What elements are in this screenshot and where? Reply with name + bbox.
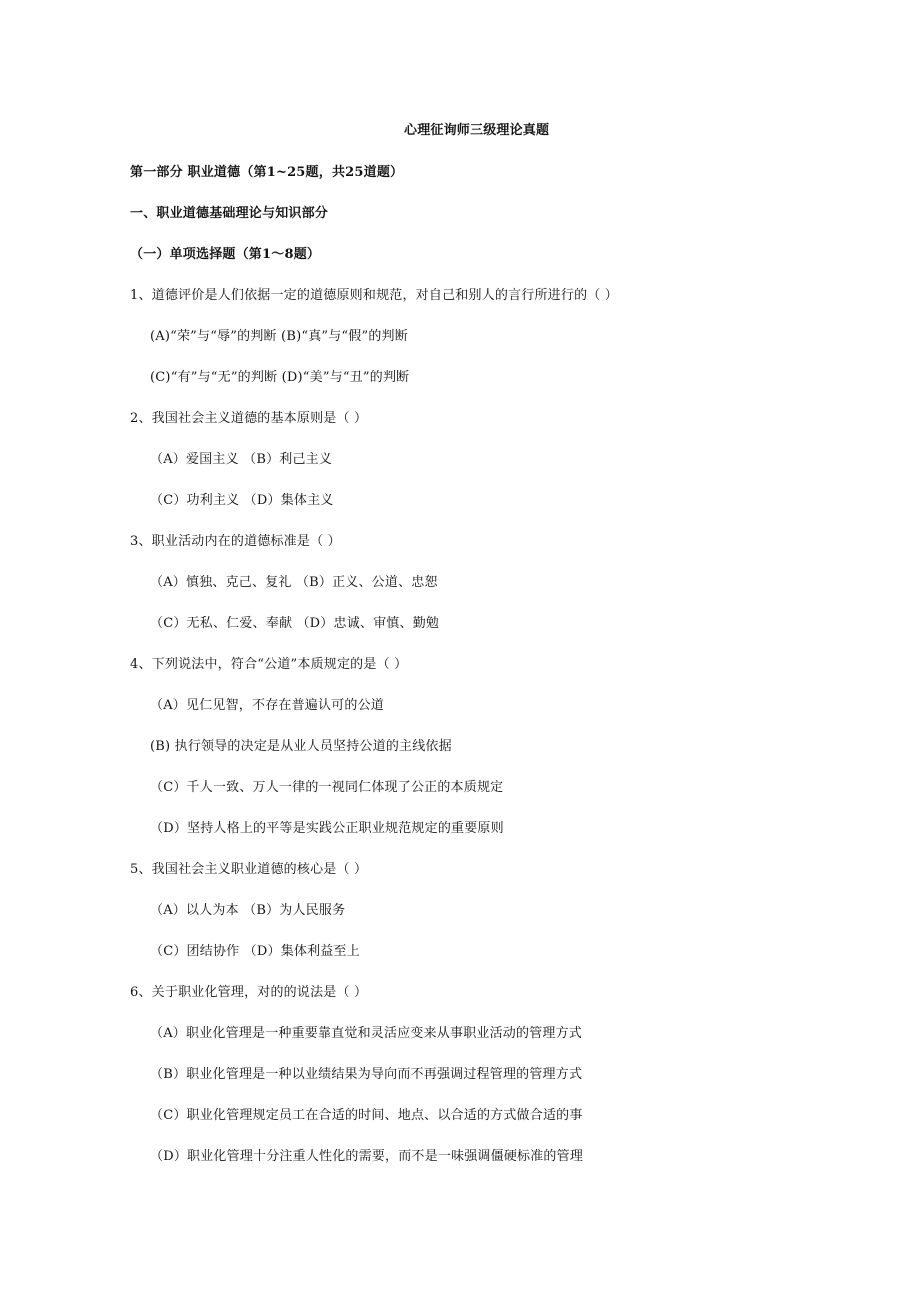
question-options: （A）爱国主义 （B）利己主义 <box>150 452 333 467</box>
question-stem: 2、我国社会主义道德的基本原则是（ ） <box>130 411 368 426</box>
question-options: （A）以人为本 （B）为人民服务 <box>150 903 346 918</box>
question-stem: 5、我国社会主义职业道德的核心是（ ） <box>130 862 368 877</box>
question-options: （C）无私、仁爱、奉献 （D）忠诚、审慎、勤勉 <box>150 616 440 631</box>
question-option: (B) 执行领导的决定是从业人员坚持公道的主线依据 <box>150 739 452 754</box>
question-options: （C）功利主义 （D）集体主义 <box>150 493 334 508</box>
question-options: （C）团结协作 （D）集体利益至上 <box>150 944 360 959</box>
question-option: （A）职业化管理是一种重要靠直觉和灵活应变来从事职业活动的管理方式 <box>150 1026 582 1041</box>
part-heading: 第一部分 职业道德（第1~25题，共25道题） <box>130 165 404 180</box>
question-option: （D）坚持人格上的平等是实践公正职业规范规定的重要原则 <box>150 821 504 836</box>
question-options: （A）慎独、克己、复礼 （B）正义、公道、忠恕 <box>150 575 438 590</box>
question-options: (C)“有”与“无”的判断 (D)“美”与“丑”的判断 <box>150 370 410 385</box>
question-stem: 6、关于职业化管理，对的的说法是（ ） <box>130 985 368 1000</box>
question-option: （D）职业化管理十分注重人性化的需要，而不是一味强调僵硬标准的管理 <box>150 1149 584 1164</box>
question-option: （C）千人一致、万人一律的一视同仁体现了公正的本质规定 <box>150 780 504 795</box>
question-option: （B）职业化管理是一种以业绩结果为导向而不再强调过程管理的管理方式 <box>150 1067 583 1082</box>
question-stem: 3、职业活动内在的道德标准是（ ） <box>130 534 341 549</box>
section-heading: 一、职业道德基础理论与知识部分 <box>130 206 329 221</box>
question-option: （A）见仁见智，不存在普遍认可的公道 <box>150 698 384 713</box>
question-options: (A)“荣”与“辱”的判断 (B)“真”与“假”的判断 <box>150 329 408 344</box>
question-stem: 4、下列说法中，符合“公道”本质规定的是（ ） <box>130 657 408 672</box>
question-option: （C）职业化管理规定员工在合适的时间、地点、以合适的方式做合适的事 <box>150 1108 583 1123</box>
document-title: 心理征询师三级理论真题 <box>404 123 550 138</box>
subsection-heading: （一）单项选择题（第1～8题） <box>130 247 321 262</box>
question-stem: 1、道德评价是人们依据一定的道德原则和规范，对自己和别人的言行所进行的（ ） <box>130 288 619 303</box>
